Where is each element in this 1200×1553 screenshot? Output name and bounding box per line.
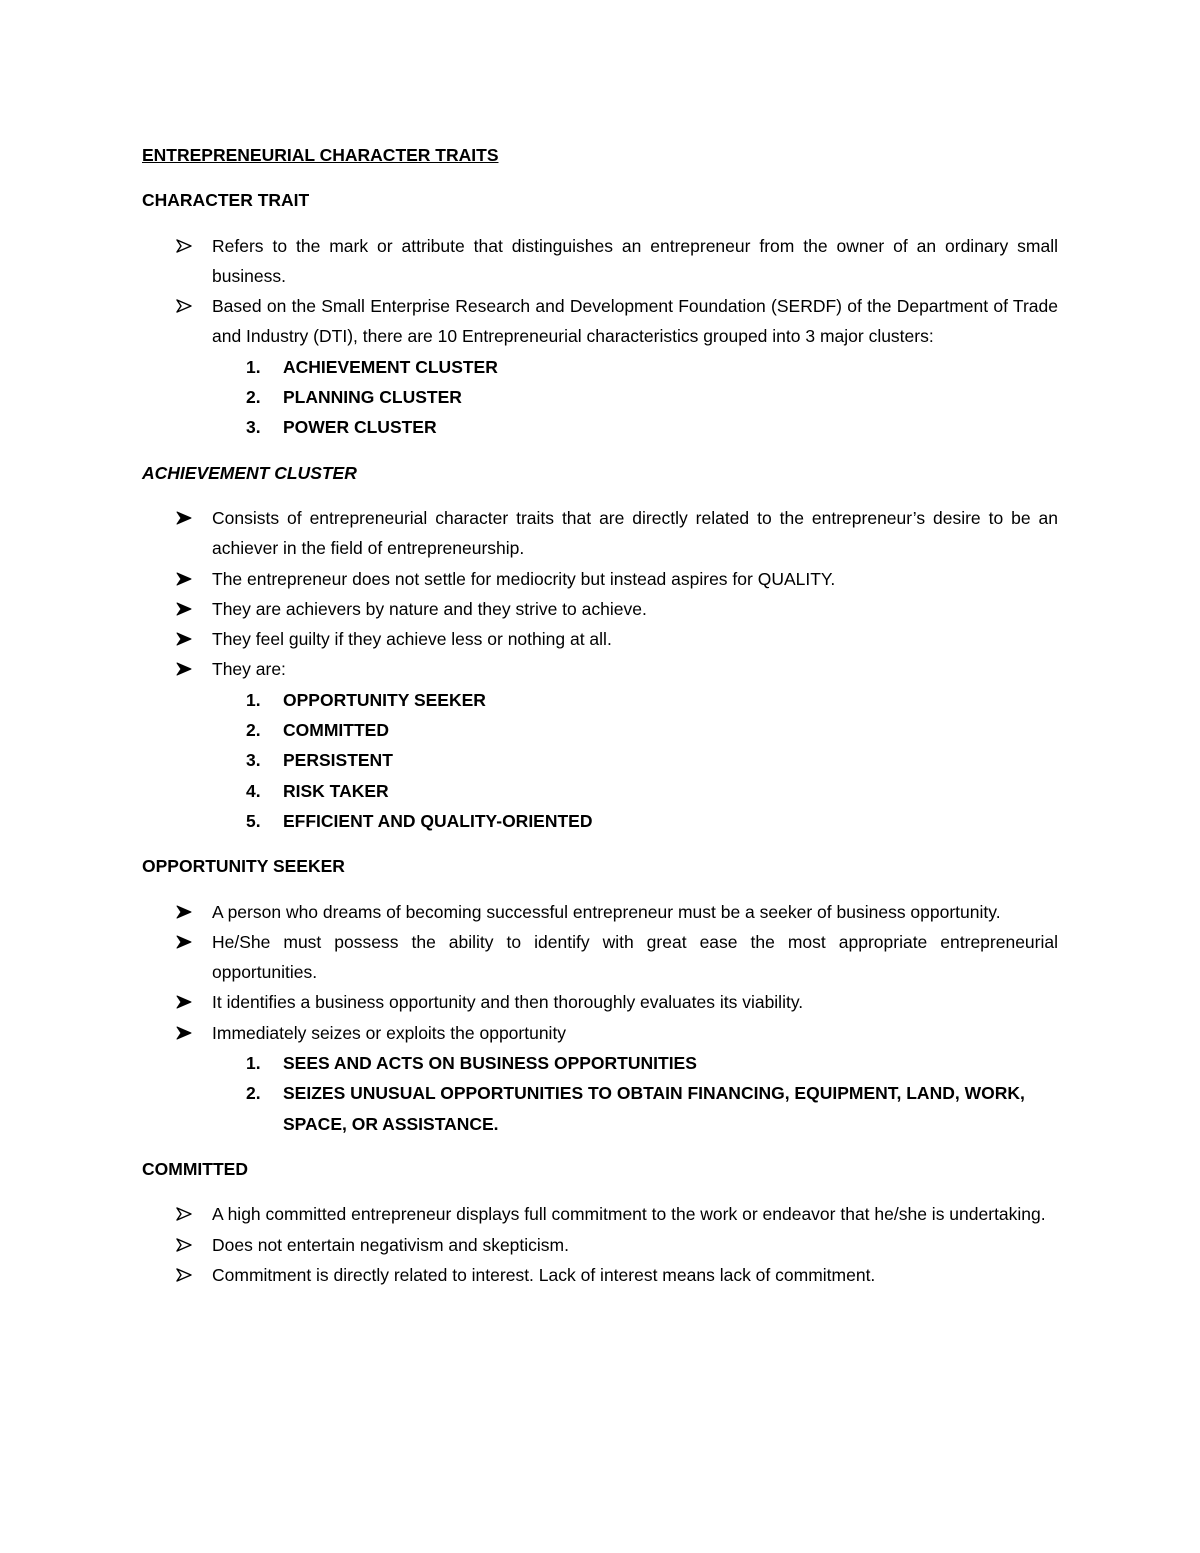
section-character-trait [142,185,1058,442]
section-heading: COMMITTED [142,1158,248,1179]
numbered-item-text: PLANNING CLUSTER [283,387,462,408]
section-opportunity-seeker [142,851,1058,1139]
numbered-item [142,685,1058,715]
numbered-item-text: SEES AND ACTS ON BUSINESS OPPORTUNITIES [283,1053,697,1074]
item-number: 3. [246,750,261,771]
list-item-text: Refers to the mark or attribute that distinguishes an entrepreneur from the owner of an ordinary small business. [212,235,1058,286]
arrowhead-bullet-icon [176,1260,196,1290]
arrowhead-bullet-icon [176,594,196,624]
numbered-item [142,352,1058,382]
bullet-list [142,897,1058,1048]
list-item-text: Does not entertain negativism and skepticism. [212,1234,569,1255]
numbered-item [142,1048,1058,1078]
list-item-text: Immediately seizes or exploits the opportunity [212,1022,567,1043]
list-item [142,1018,1058,1048]
list-item [142,231,1058,292]
list-item-text: Consists of entrepreneurial character traits that are directly related to the entrepreneur’s desire to be an achiever in the field of entrepreneurship. [212,507,1058,559]
numbered-item-text: ACHIEVEMENT CLUSTER [283,356,498,377]
list-item [142,594,1058,624]
numbered-item [142,1078,1058,1139]
numbered-list [142,1048,1058,1139]
bullet-list [142,231,1058,352]
numbered-item-text: RISK TAKER [283,780,389,801]
arrowhead-bullet-icon [176,291,196,321]
numbered-item-text: SEIZES UNUSUAL OPPORTUNITIES TO OBTAIN FINANCING, EQUIPMENT, LAND, WORK, SPACE, OR ASSISTANCE. [283,1083,1025,1134]
numbered-item [142,715,1058,745]
arrowhead-bullet-icon [176,1018,196,1048]
section-committed [142,1154,1058,1290]
numbered-item-text: PERSISTENT [283,750,393,771]
list-item [142,654,1058,684]
list-item [142,927,1058,988]
list-item-text: The entrepreneur does not settle for mediocrity but instead aspires for QUALITY. [212,568,836,589]
arrowhead-bullet-icon [176,624,196,654]
arrowhead-bullet-icon [176,231,196,261]
item-number: 1. [246,689,261,710]
bullet-list [142,1199,1058,1290]
arrowhead-bullet-icon [176,654,196,684]
list-item [142,897,1058,927]
section-heading: ACHIEVEMENT CLUSTER [142,462,357,483]
numbered-list [142,685,1058,836]
numbered-item [142,382,1058,412]
item-number: 2. [246,387,261,408]
numbered-item-text: EFFICIENT AND QUALITY-ORIENTED [283,810,593,831]
numbered-list [142,352,1058,443]
numbered-item [142,412,1058,442]
list-item [142,503,1058,564]
list-item-text: A person who dreams of becoming successful entrepreneur must be a seeker of business opportunity. [212,901,1001,922]
section-heading: OPPORTUNITY SEEKER [142,856,345,877]
list-item-text: They are: [212,659,286,680]
item-number: 3. [246,417,261,438]
list-item-text: Based on the Small Enterprise Research and Development Foundation (SERDF) of the Department of Trade and Industry (DTI), there are 10 Entrepreneurial characteristics grouped into 3 major clusters: [212,296,1058,347]
list-item-text: They feel guilty if they achieve less or nothing at all. [212,629,612,650]
arrowhead-bullet-icon [176,897,196,927]
arrowhead-bullet-icon [176,564,196,594]
document-page [142,140,1058,1290]
item-number: 1. [246,356,261,377]
list-item [142,624,1058,654]
numbered-item-text: COMMITTED [283,720,389,741]
list-item [142,1260,1058,1290]
arrowhead-bullet-icon [176,987,196,1017]
list-item-text: They are achievers by nature and they strive to achieve. [212,598,647,619]
document-title: ENTREPRENEURIAL CHARACTER TRAITS [142,145,499,165]
list-item-text: It identifies a business opportunity and then thoroughly evaluates its viability. [212,992,804,1013]
numbered-item [142,745,1058,775]
list-item [142,1230,1058,1260]
list-item [142,291,1058,352]
list-item [142,987,1058,1017]
arrowhead-bullet-icon [176,1199,196,1229]
section-heading: CHARACTER TRAIT [142,190,310,211]
item-number: 4. [246,780,261,801]
arrowhead-bullet-icon [176,503,196,533]
numbered-item-text: OPPORTUNITY SEEKER [283,689,486,710]
item-number: 5. [246,810,261,831]
numbered-item-text: POWER CLUSTER [283,417,437,438]
arrowhead-bullet-icon [176,927,196,957]
list-item [142,1199,1058,1229]
section-achievement-cluster [142,458,1058,837]
list-item-text: He/She must possess the ability to identify with great ease the most appropriate entrepreneurial opportunities. [212,931,1058,983]
item-number: 2. [246,720,261,741]
list-item [142,564,1058,594]
arrowhead-bullet-icon [176,1230,196,1260]
list-item-text: A high committed entrepreneur displays full commitment to the work or endeavor that he/she is undertaking. [212,1204,1046,1225]
bullet-list [142,503,1058,685]
numbered-item [142,806,1058,836]
list-item-text: Commitment is directly related to interest. Lack of interest means lack of commitment. [212,1264,876,1285]
item-number: 1. [246,1053,261,1074]
item-number: 2. [246,1083,261,1104]
numbered-item [142,776,1058,806]
